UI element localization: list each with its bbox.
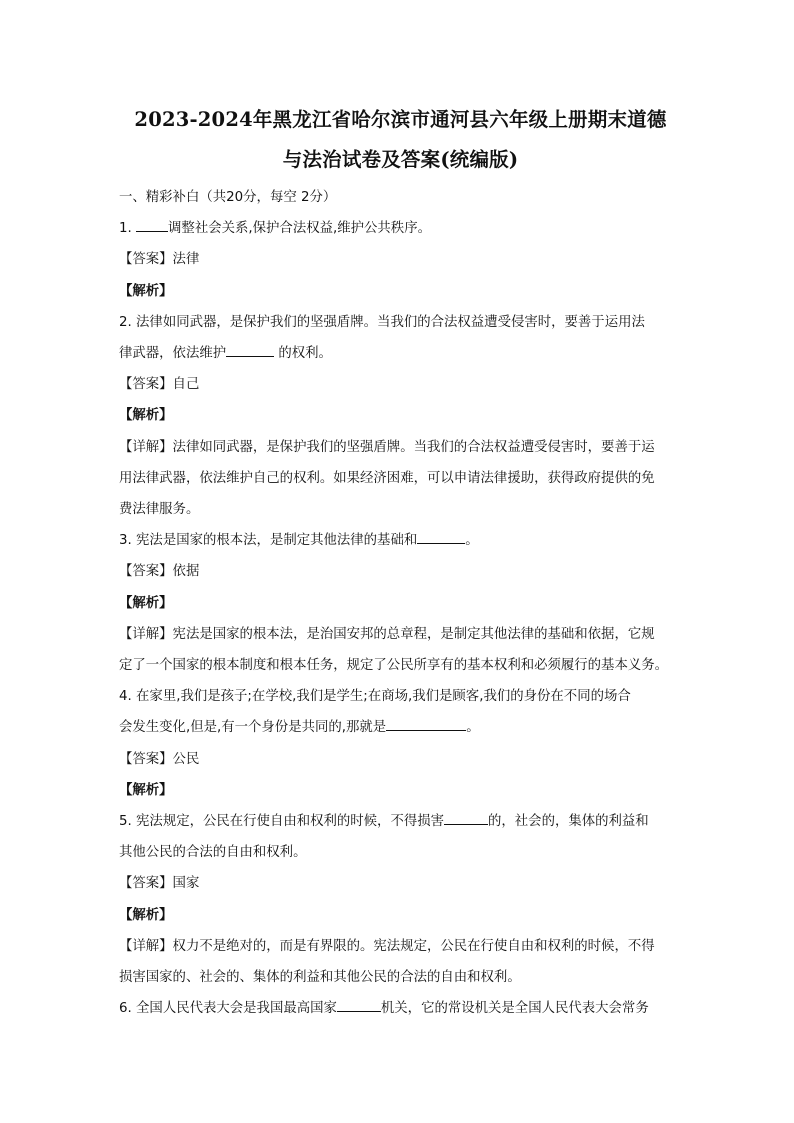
question-5-detail-line-1: 【详解】权力不是绝对的，而是有界限的。宪法规定，公民在行使自由和权利的时候，不得 xyxy=(119,938,655,954)
question-1 xyxy=(119,213,682,244)
answer-blank xyxy=(136,217,168,232)
question-1-answer: 【答案】法律 xyxy=(119,252,200,268)
question-3-answer: 【答案】依据 xyxy=(119,564,200,580)
answer-blank xyxy=(337,997,381,1012)
question-5-line-1 xyxy=(119,806,682,837)
question-6-text-before-blank: 6. 全国人民代表大会是我国最高国家 xyxy=(119,1001,337,1017)
question-4-text-before-blank: 会发生变化,但是,有一个身份是共同的,那就是 xyxy=(119,720,387,736)
question-3 xyxy=(119,525,682,556)
question-2-detail-line-3: 费法律服务。 xyxy=(119,502,200,518)
question-1-text: 调整社会关系,保护合法权益,维护公共秩序。 xyxy=(168,221,431,237)
answer-blank xyxy=(226,342,274,357)
question-3-end: 。 xyxy=(465,533,479,549)
document-title-line-1: 2023-2024年黑龙江省哈尔滨市通河县六年级上册期末道德 xyxy=(134,108,667,131)
question-5-detail-line-2: 损害国家的、社会的、集体的利益和其他公民的合法的自由和权利。 xyxy=(119,970,521,986)
question-4-end: 。 xyxy=(466,720,480,736)
question-2-text-after-blank: 的权利。 xyxy=(274,346,332,362)
question-4-line-1: 4. 在家里,我们是孩子;在学校,我们是学生;在商场,我们是顾客,我们的身份在不同的场合 xyxy=(119,689,631,705)
question-5-text-before-blank: 5. 宪法规定，公民在行使自由和权利的时候，不得损害 xyxy=(119,814,445,830)
question-5-analysis: 【解析】 xyxy=(119,907,173,923)
question-6-line-1 xyxy=(119,993,682,1024)
question-5-answer: 【答案】国家 xyxy=(119,876,200,892)
answer-blank xyxy=(417,529,465,544)
question-4-line-2 xyxy=(119,712,682,743)
answer-blank xyxy=(444,810,488,825)
question-2-detail-line-1: 【详解】法律如同武器，是保护我们的坚强盾牌。当我们的合法权益遭受侵害时，要善于运 xyxy=(119,439,655,455)
question-3-text: 3. 宪法是国家的根本法，是制定其他法律的基础和 xyxy=(119,533,418,549)
answer-blank xyxy=(386,716,466,731)
question-2-detail-line-2: 用法律武器，依法维护自己的权利。如果经济困难，可以申请法律援助，获得政府提供的免 xyxy=(119,470,655,486)
question-3-detail-line-2: 定了一个国家的根本制度和根本任务，规定了公民所享有的基本权利和必须履行的基本义务。 xyxy=(119,658,669,674)
question-1-number: 1. xyxy=(119,221,137,237)
question-2-line-1: 2. 法律如同武器，是保护我们的坚强盾牌。当我们的合法权益遭受侵害时，要善于运用法 xyxy=(119,314,645,330)
document-body xyxy=(119,182,682,1024)
section-heading: 一、精彩补白（共20分，每空 2分） xyxy=(119,190,337,205)
question-2-analysis: 【解析】 xyxy=(119,408,173,424)
question-2-line-2 xyxy=(119,338,682,369)
question-4-answer: 【答案】公民 xyxy=(119,751,200,767)
document-title-line-2: 与法治试卷及答案(统编版) xyxy=(282,148,519,171)
question-6-text-after-blank: 机关，它的常设机关是全国人民代表大会常务 xyxy=(380,1001,649,1017)
question-2-answer: 【答案】自己 xyxy=(119,377,200,393)
question-5-line-2: 其他公民的合法的自由和权利。 xyxy=(119,845,307,861)
question-3-detail-line-1: 【详解】宪法是国家的根本法，是治国安邦的总章程，是制定其他法律的基础和依据，它规 xyxy=(119,626,655,642)
question-1-analysis: 【解析】 xyxy=(119,283,173,299)
question-3-analysis: 【解析】 xyxy=(119,595,173,611)
question-5-text-after-blank: 的，社会的，集体的利益和 xyxy=(488,814,649,830)
question-2-text-before-blank: 律武器，依法维护 xyxy=(119,346,227,362)
question-4-analysis: 【解析】 xyxy=(119,782,173,798)
